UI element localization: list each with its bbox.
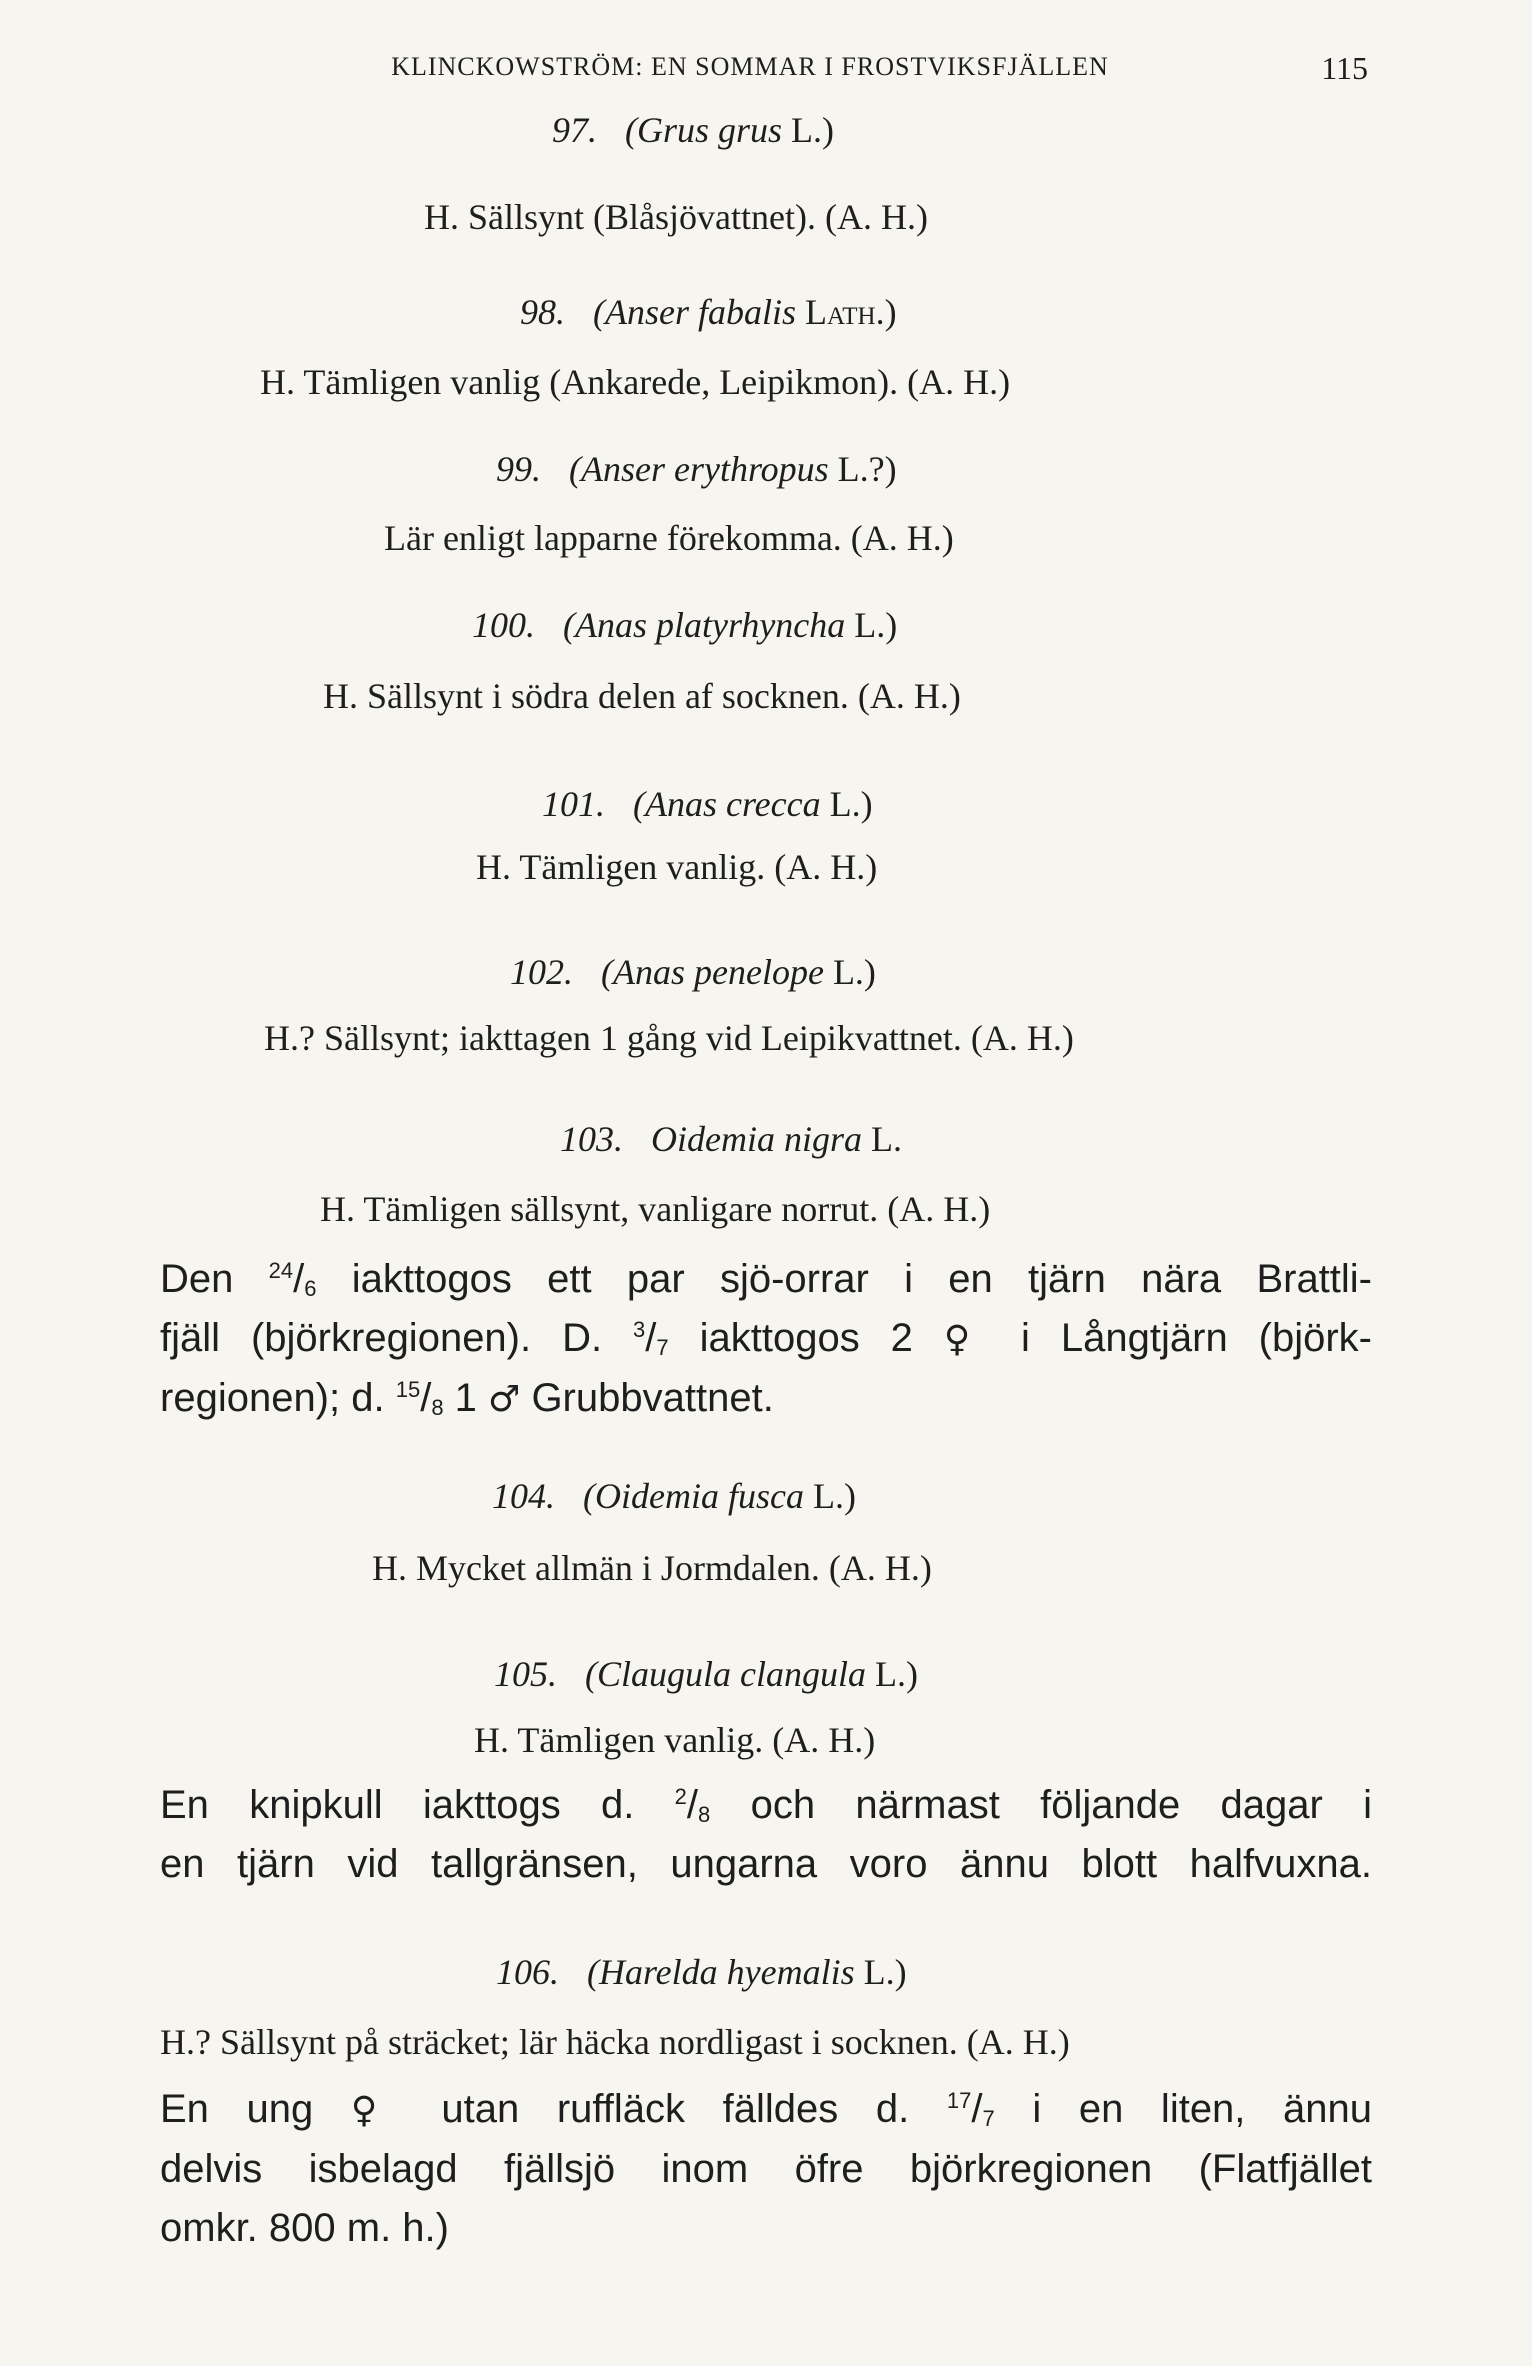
species-name: (Anas penelope (601, 952, 824, 992)
paragraph-observation-105 (160, 1776, 1372, 1894)
date-day: 15 (395, 1377, 421, 1402)
date-fraction: $^{15}/_8$ (395, 1376, 444, 1420)
text-run: Den (160, 1257, 269, 1301)
species-author: L.) (832, 952, 876, 992)
running-title: KLINCKOWSTRÖM: EN SOMMAR I FROSTVIKSFJÄLLEN (391, 52, 1109, 81)
entry-number: 105. (494, 1654, 557, 1694)
text-run: i en liten, ännu (994, 2087, 1373, 2131)
species-name: (Claugula clangula (585, 1654, 866, 1694)
text-run: och närmast följande dagar i (710, 1783, 1372, 1827)
species-author: L.) (875, 1654, 918, 1694)
species-author: L.) (863, 1952, 907, 1992)
entry-text: H. Tämligen vanlig. (A. H.) (476, 847, 878, 887)
date-day: 24 (268, 1258, 294, 1283)
entry-heading (496, 1950, 907, 1994)
date-day: 3 (633, 1317, 646, 1342)
species-name: (Grus grus (625, 110, 783, 150)
date-month: 8 (698, 1802, 711, 1827)
species-name: (Anas platyrhyncha (563, 605, 846, 645)
paragraph-observation-106 (160, 2080, 1372, 2258)
entry-number: 103. (560, 1119, 623, 1159)
entry-heading (494, 1652, 918, 1696)
text-run: iakttogos 2 (668, 1316, 944, 1360)
entry-heading (552, 108, 834, 152)
entry-number: 106. (496, 1952, 559, 1992)
entry-text: H. Mycket allmän i Jormdalen. (A. H.) (372, 1548, 932, 1588)
text-run: 1 (443, 1376, 489, 1420)
date-fraction: $^{17}/_7$ (946, 2087, 995, 2131)
date-fraction: $^{24}/_6$ (268, 1257, 317, 1301)
text-run: regionen); d. (160, 1376, 396, 1420)
text-run: utan ruffläck fälldes d. (403, 2087, 947, 2131)
entry-number: 101. (542, 784, 605, 824)
date-month: 7 (656, 1335, 669, 1360)
date-day: 2 (674, 1784, 687, 1809)
species-name: (Harelda hyemalis (587, 1952, 855, 1992)
text-run: fjäll (björkregionen). D. (160, 1316, 634, 1360)
species-author: L. (871, 1119, 902, 1159)
entry-heading (520, 290, 897, 334)
date-month: 7 (982, 2106, 995, 2131)
entry-text: H. Sällsynt i södra delen af socknen. (A. H.) (323, 676, 961, 716)
text-run: Grubbvattnet. (520, 1376, 774, 1420)
entry-heading (542, 782, 873, 826)
date-month: 8 (431, 1395, 444, 1420)
entry-text: H.? Sällsynt; iakttagen 1 gång vid Leipikvattnet. (A. H.) (264, 1018, 1074, 1058)
female-symbol-icon: ♀ (943, 1319, 991, 1360)
species-name: (Anser erythropus (569, 449, 829, 489)
entry-number: 97. (552, 110, 597, 150)
paragraph-line: delvis isbelagd fjällsjö inom öfre björkregionen (Flatfjället (160, 2147, 1372, 2191)
species-author: L.) (812, 1476, 856, 1516)
date-month: 6 (304, 1276, 317, 1301)
entry-heading (492, 1474, 856, 1518)
entry-text: H.? Sällsynt på sträcket; lär häcka nordligast i socknen. (A. H.) (160, 2022, 1070, 2062)
entry-heading (496, 447, 897, 491)
entry-heading (510, 950, 876, 994)
paragraph-line: en tjärn vid tallgränsen, ungarna voro ännu blott halfvuxna. (160, 1842, 1372, 1886)
entry-heading (560, 1117, 902, 1161)
entry-text: H. Tämligen vanlig (Ankarede, Leipikmon). (A. H.) (260, 362, 1011, 402)
entry-number: 99. (496, 449, 541, 489)
entry-number: 98. (520, 292, 565, 332)
entry-text: H. Tämligen sällsynt, vanligare norrut. (A. H.) (320, 1189, 991, 1229)
species-name: (Anas crecca (633, 784, 821, 824)
species-author: L.?) (837, 449, 897, 489)
paragraph-observation-103 (160, 1250, 1372, 1429)
text-run: En knipkull iakttogs d. (160, 1783, 675, 1827)
page-number: 115 (1321, 50, 1368, 86)
species-name: Oidemia nigra (651, 1119, 862, 1159)
species-author: L.) (791, 110, 835, 150)
paragraph-line (160, 2080, 1372, 2140)
entry-heading (472, 603, 897, 647)
female-symbol-icon: ♀ (350, 2090, 404, 2131)
entry-text: H. Sällsynt (Blåsjövattnet). (A. H.) (424, 197, 928, 237)
paragraph-line (160, 1776, 1372, 1835)
entry-number: 104. (492, 1476, 555, 1516)
text-run: iakttogos ett par sjö-orrar i en tjärn nära Brattli- (316, 1257, 1373, 1301)
paragraph-line (160, 1309, 1372, 1369)
paragraph-line (160, 1250, 1372, 1309)
species-author: L.) (854, 605, 898, 645)
entry-number: 100. (472, 605, 535, 645)
paragraph-line (160, 1369, 1372, 1429)
date-fraction: $^2/_8$ (674, 1783, 711, 1827)
species-author: Lath.) (805, 292, 897, 332)
date-fraction: $^3/_7$ (633, 1316, 669, 1360)
entry-number: 102. (510, 952, 573, 992)
entry-text: H. Tämligen vanlig. (A. H.) (474, 1720, 876, 1760)
entry-text: Lär enligt lapparne förekomma. (A. H.) (384, 518, 954, 558)
date-day: 17 (946, 2088, 972, 2113)
species-author: L.) (829, 784, 873, 824)
text-run: En ung (160, 2087, 351, 2131)
species-name: (Oidemia fusca (583, 1476, 804, 1516)
species-name: (Anser fabalis (593, 292, 796, 332)
text-run: i Långtjärn (björk- (990, 1316, 1372, 1360)
paragraph-line: omkr. 800 m. h.) (160, 2206, 449, 2250)
male-symbol-icon: ♂ (488, 1379, 521, 1420)
